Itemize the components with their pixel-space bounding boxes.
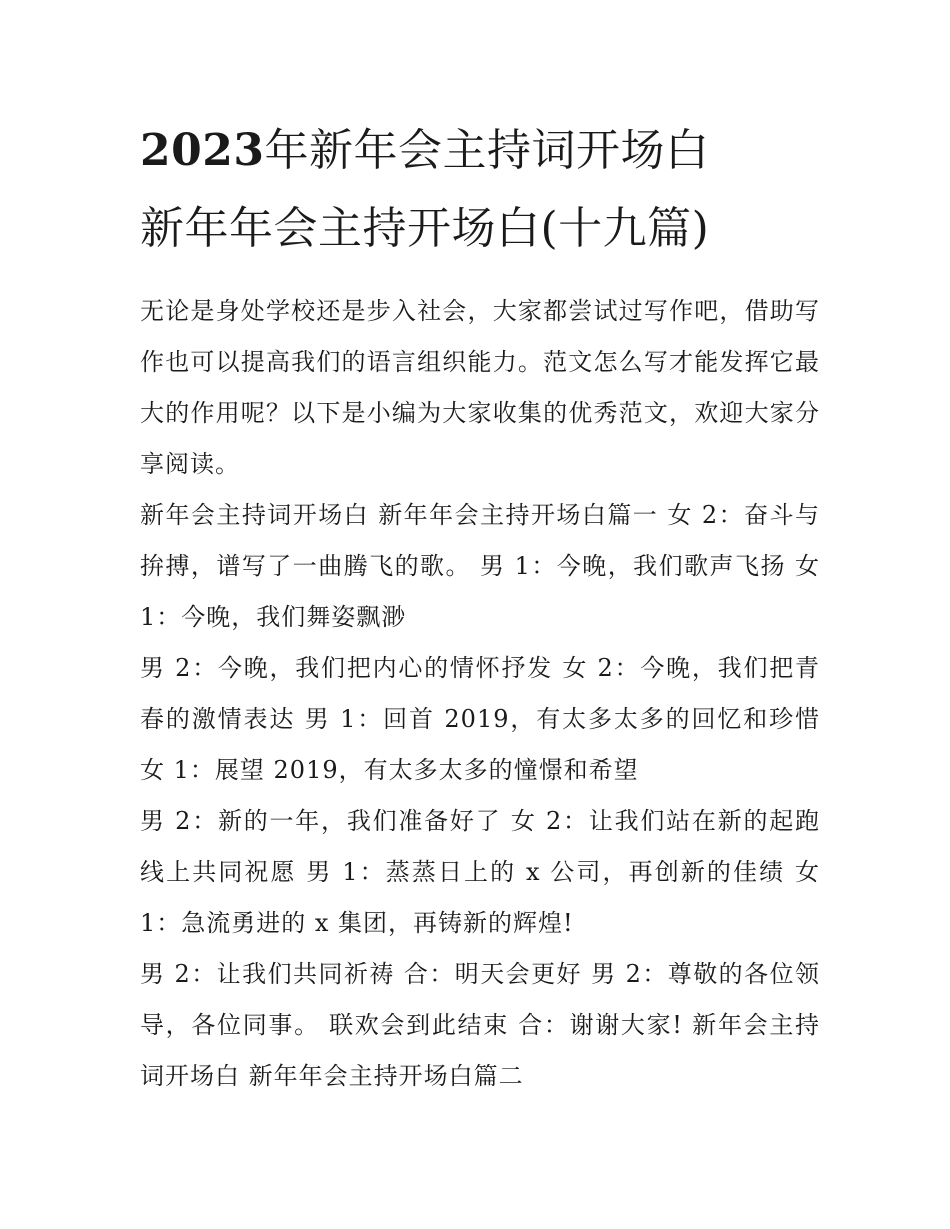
title-line-2: 新年年会主持开场白(十九篇)	[140, 203, 710, 254]
title-line-1	[140, 112, 820, 190]
title-year: 2023	[140, 125, 265, 176]
document-title	[140, 112, 820, 268]
paragraph-3: 男 2：今晚，我们把内心的情怀抒发 女 2：今晚，我们把青春的激情表达 男 1：回首 2019，有太多太多的回忆和珍惜 女 1：展望 2019，有太多太多的憧憬和希望	[140, 654, 820, 784]
paragraph-intro: 无论是身处学校还是步入社会，大家都尝试过写作吧，借助写作也可以提高我们的语言组织能力。范文怎么写才能发挥它最大的作用呢？以下是小编为大家收集的优秀范文，欢迎大家分享阅读。	[140, 297, 820, 478]
paragraph-4: 男 2：新的一年，我们准备好了 女 2：让我们站在新的起跑线上共同祝愿 男 1：蒸蒸日上的 x 公司，再创新的佳绩 女 1：急流勇进的 x 集团，再铸新的辉煌!	[140, 807, 820, 937]
title-line-1-text: 年新年会主持词开场白	[264, 125, 710, 176]
document-body	[140, 286, 820, 1102]
document-page	[140, 112, 820, 1102]
paragraph-2: 新年会主持词开场白 新年年会主持开场白篇一 女 2：奋斗与拚搏，谱写了一曲腾飞的歌。 男 1：今晚，我们歌声飞扬 女 1：今晚，我们舞姿飘渺	[140, 501, 820, 631]
paragraph-5: 男 2：让我们共同祈祷 合：明天会更好 男 2：尊敬的各位领导，各位同事。 联欢会到此结束 合：谢谢大家! 新年会主持词开场白 新年年会主持开场白篇二	[140, 960, 820, 1090]
